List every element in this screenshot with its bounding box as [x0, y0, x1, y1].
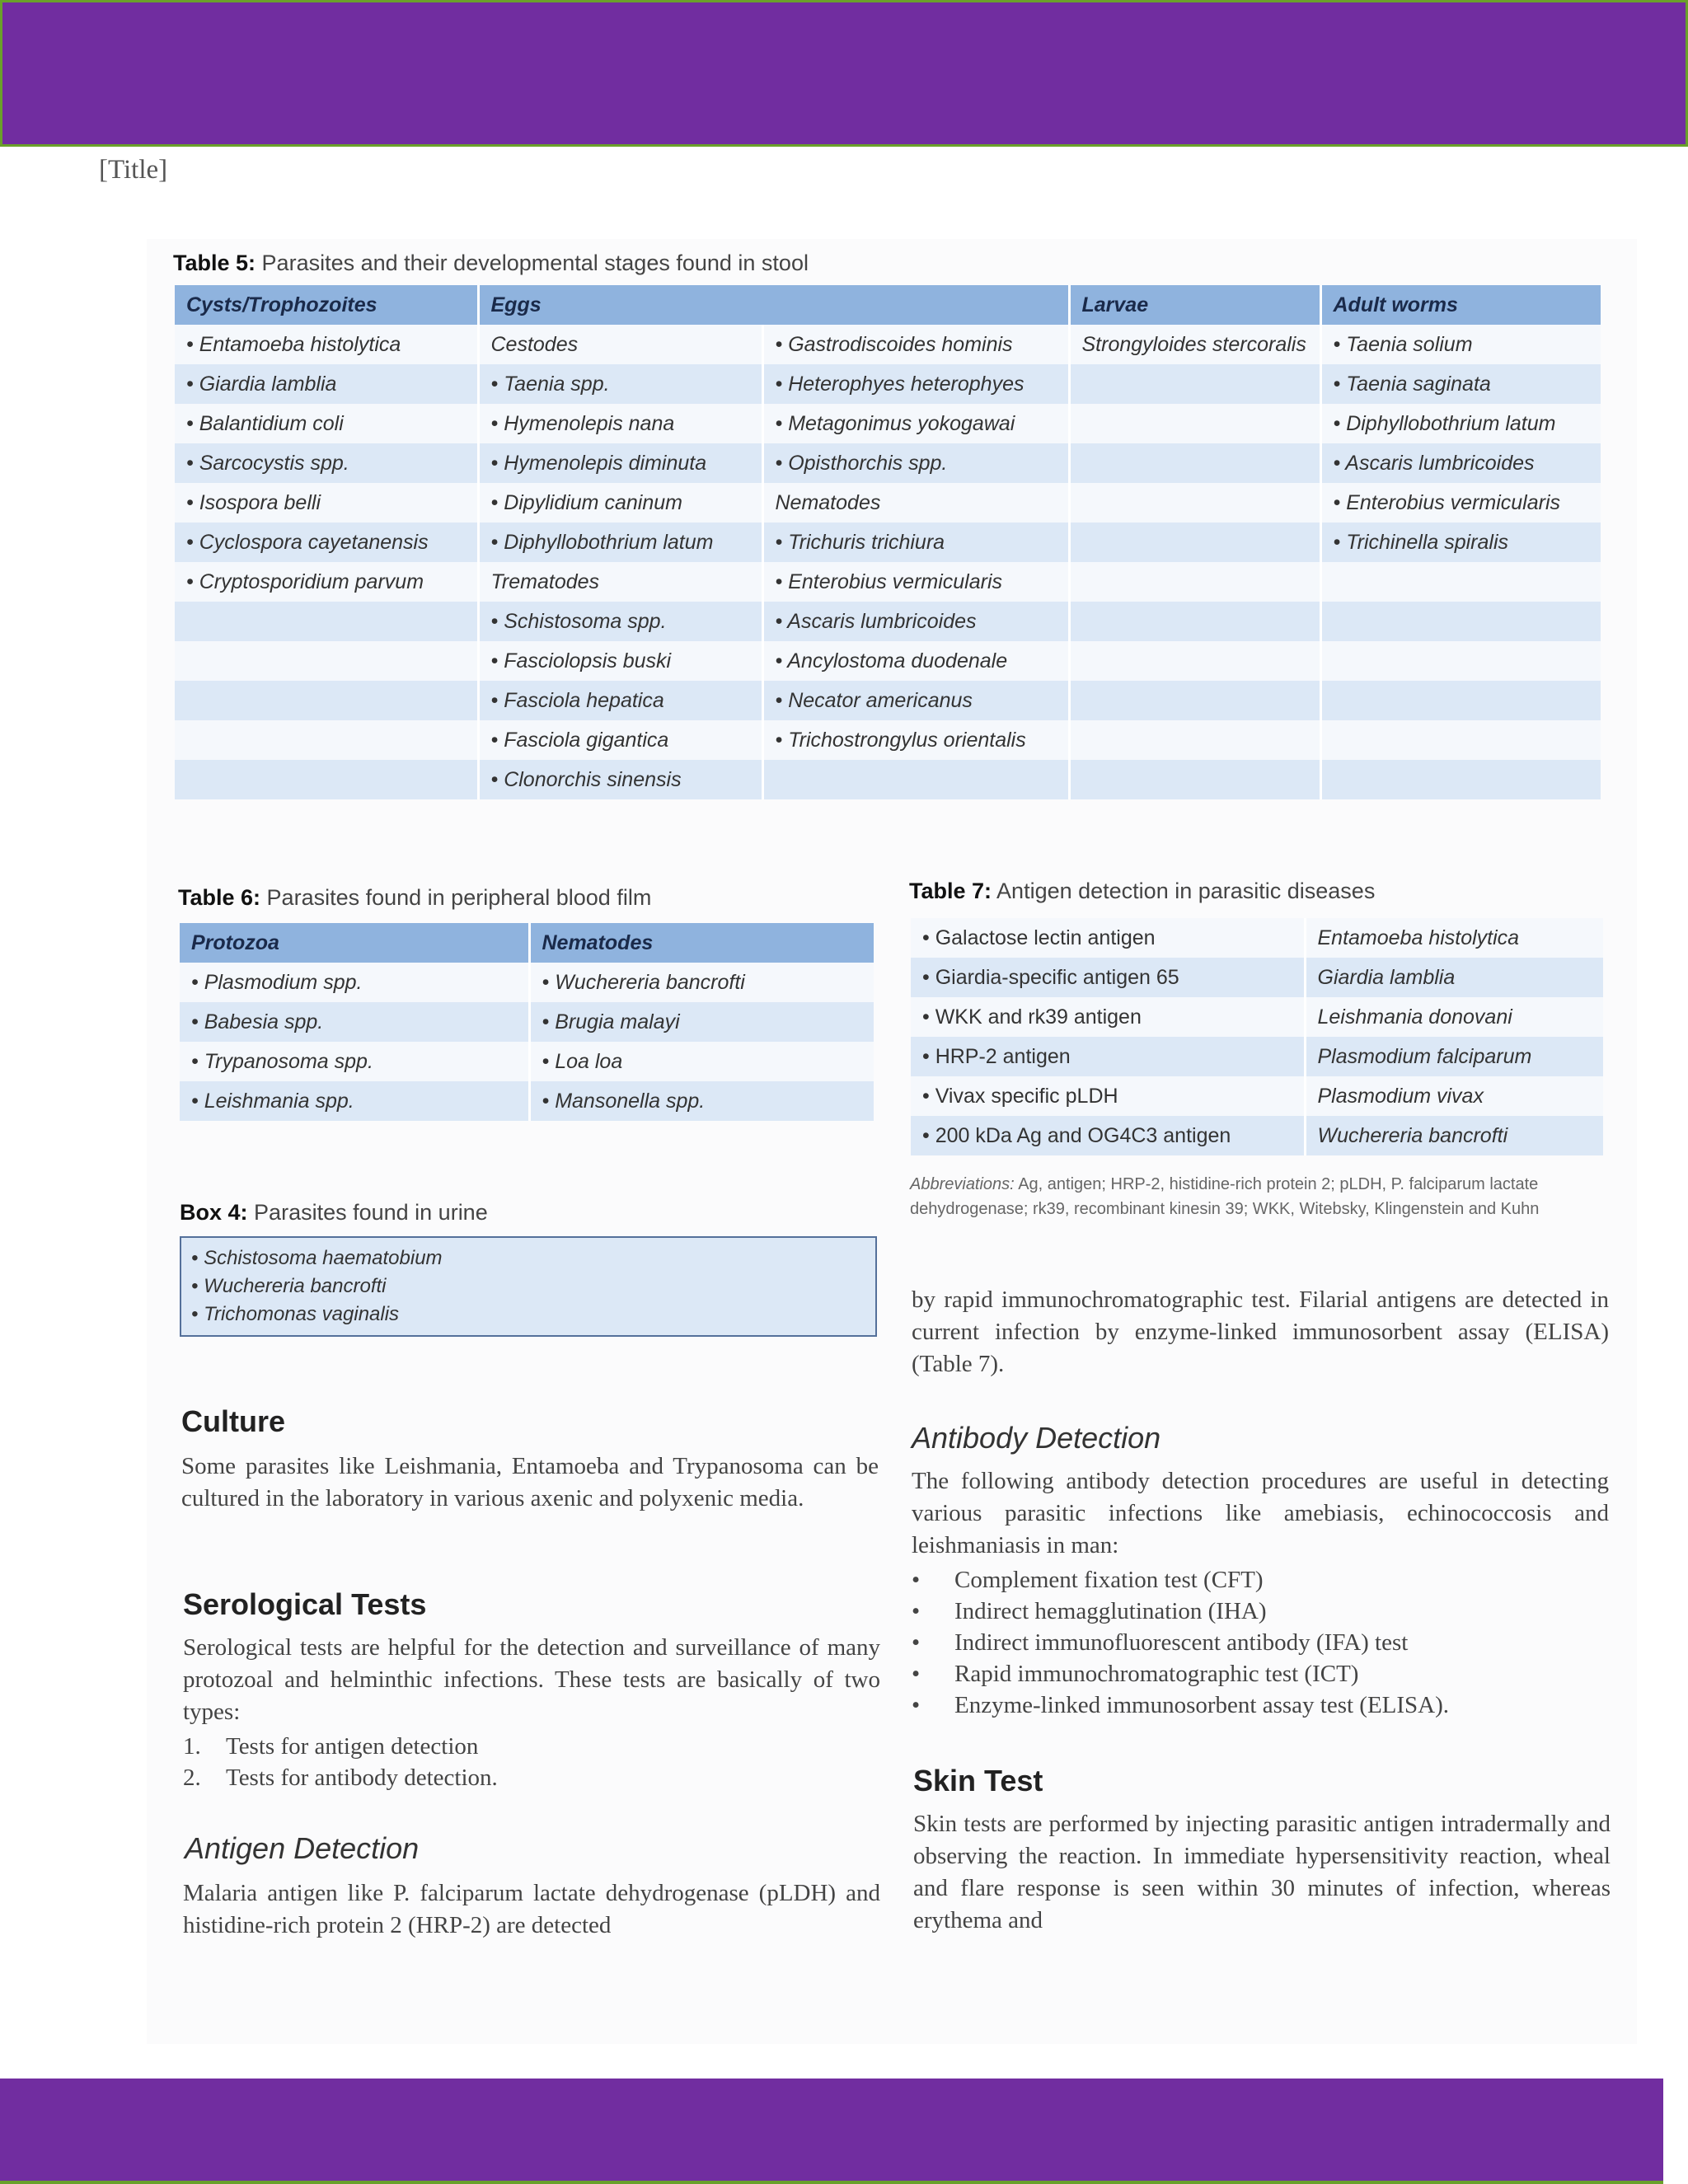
table5-cell: • Trichuris trichiura — [762, 523, 1069, 562]
table5-row — [175, 720, 1601, 760]
table5-cell: • Schistosoma spp. — [478, 602, 762, 641]
antigen-heading: Antigen Detection — [185, 1831, 420, 1865]
table5 — [175, 285, 1601, 799]
table6-row — [180, 1042, 874, 1081]
table5-cell: • Clonorchis sinensis — [478, 760, 762, 799]
table5-cell — [762, 760, 1069, 799]
table5-cell — [1320, 602, 1601, 641]
serological-heading: Serological Tests — [183, 1587, 427, 1621]
table5-cell — [1069, 641, 1320, 681]
table6-cell: • Babesia spp. — [180, 1002, 529, 1042]
table5-cell — [1069, 523, 1320, 562]
table7-cell: Wuchereria bancrofti — [1305, 1116, 1603, 1155]
table5-row — [175, 483, 1601, 523]
table5-header-larvae: Larvae — [1069, 285, 1320, 325]
table5-cell: • Fasciola hepatica — [478, 681, 762, 720]
table5-cell: • Entamoeba histolytica — [175, 325, 478, 364]
box4-item: • Wuchereria bancrofti — [191, 1275, 387, 1297]
table5-cell — [1069, 443, 1320, 483]
table5-cell: • Heterophyes heterophyes — [762, 364, 1069, 404]
table7-cell: • Giardia-specific antigen 65 — [911, 958, 1305, 997]
table5-cell: • Enterobius vermicularis — [1320, 483, 1601, 523]
table5-cell: • Ancylostoma duodenale — [762, 641, 1069, 681]
table7-row — [911, 918, 1603, 958]
table5-cell — [1069, 602, 1320, 641]
skin-test-heading: Skin Test — [913, 1764, 1043, 1797]
table7-cell: Plasmodium vivax — [1305, 1076, 1603, 1116]
serological-item: 1. Tests for antigen detection — [183, 1733, 479, 1760]
table5-cell: • Necator americanus — [762, 681, 1069, 720]
table5-cell: Strongyloides stercoralis — [1069, 325, 1320, 364]
table7-row — [911, 1037, 1603, 1076]
table5-cell — [1320, 681, 1601, 720]
table5-cell — [1320, 562, 1601, 602]
serological-item: 2. Tests for antibody detection. — [183, 1765, 498, 1791]
antibody-item: • Enzyme-linked immunosorbent assay test (ELISA). — [912, 1692, 1450, 1718]
table5-cell: • Trichostrongylus orientalis — [762, 720, 1069, 760]
table5-header-eggs: Eggs — [478, 285, 1069, 325]
table6-header-nematodes: Nematodes — [529, 923, 874, 963]
table5-cell — [1069, 720, 1320, 760]
table5-cell: • Ascaris lumbricoides — [1320, 443, 1601, 483]
table5-cell: • Balantidium coli — [175, 404, 478, 443]
culture-text: Some parasites like Leishmania, Entamoeba and Trypanosoma can be cultured in the laboratory in various axenic and polyxenic media. — [181, 1453, 879, 1511]
table7-cell: • 200 kDa Ag and OG4C3 antigen — [911, 1116, 1305, 1155]
table5-cell: • Hymenolepis nana — [478, 404, 762, 443]
table5-cell — [1069, 681, 1320, 720]
table5-row — [175, 523, 1601, 562]
table7-cell: • HRP-2 antigen — [911, 1037, 1305, 1076]
table7-row — [911, 1116, 1603, 1155]
table6-row — [180, 1002, 874, 1042]
table6-cell: • Trypanosoma spp. — [180, 1042, 529, 1081]
table5-caption: Table 5: Parasites and their developmental stages found in stool — [173, 251, 809, 275]
table5-cell: • Cyclospora cayetanensis — [175, 523, 478, 562]
table5-cell: Cestodes — [478, 325, 762, 364]
table6-cell: • Loa loa — [529, 1042, 874, 1081]
table5-row — [175, 364, 1601, 404]
antigen-text-continued: by rapid immunochromatographic test. Filarial antigens are detected in current infection by enzyme-linked immunosorbent assay (ELISA) (Table 7). — [912, 1286, 1609, 1377]
skin-test-text: Skin tests are performed by injecting parasitic antigen intradermally and observing the reaction. In immediate hypersensitivity reaction, wheal and flare response is seen within 30 minutes of infection, whereas erythema and — [913, 1811, 1611, 1933]
table7-cell: Plasmodium falciparum — [1305, 1037, 1603, 1076]
table5-cell — [1320, 760, 1601, 799]
table6-caption: Table 6: Parasites found in peripheral blood film — [178, 885, 652, 910]
table5-cell: • Trichinella spiralis — [1320, 523, 1601, 562]
antibody-item: • Complement fixation test (CFT) — [912, 1567, 1264, 1593]
table5-cell: • Taenia solium — [1320, 325, 1601, 364]
table5-header-cysts: Cysts/Trophozoites — [175, 285, 478, 325]
table5-cell — [1069, 760, 1320, 799]
table5-cell: • Diphyllobothrium latum — [478, 523, 762, 562]
table6-row — [180, 963, 874, 1002]
table5-cell — [175, 681, 478, 720]
table7-cell: • WKK and rk39 antigen — [911, 997, 1305, 1037]
table5-cell: • Fasciola gigantica — [478, 720, 762, 760]
table5-row — [175, 562, 1601, 602]
table5-cell: • Hymenolepis diminuta — [478, 443, 762, 483]
table5-cell: • Opisthorchis spp. — [762, 443, 1069, 483]
table5-header-adult: Adult worms — [1320, 285, 1601, 325]
box4 — [180, 1236, 877, 1337]
document-title: [Title] — [99, 155, 168, 185]
table5-row — [175, 404, 1601, 443]
table7-row — [911, 958, 1603, 997]
table7-caption: Table 7: Antigen detection in parasitic diseases — [909, 879, 1376, 903]
table5-row — [175, 443, 1601, 483]
table5-cell — [1069, 364, 1320, 404]
table6-cell: • Brugia malayi — [529, 1002, 874, 1042]
box4-caption: Box 4: Parasites found in urine — [180, 1200, 488, 1225]
table6 — [180, 923, 874, 1121]
table5-cell — [175, 720, 478, 760]
table5-cell — [175, 602, 478, 641]
table5-cell: • Cryptosporidium parvum — [175, 562, 478, 602]
table6-cell: • Mansonella spp. — [529, 1081, 874, 1121]
table5-cell: • Taenia spp. — [478, 364, 762, 404]
table7 — [911, 918, 1603, 1155]
table5-cell: • Enterobius vermicularis — [762, 562, 1069, 602]
table7-cell: • Vivax specific pLDH — [911, 1076, 1305, 1116]
table6-header-protozoa: Protozoa — [180, 923, 529, 963]
table5-row — [175, 760, 1601, 799]
table6-cell: • Plasmodium spp. — [180, 963, 529, 1002]
table7-abbreviations: Abbreviations: Ag, antigen; HRP-2, histidine-rich protein 2; pLDH, P. falciparum lactate dehydrogenase; rk39, recombinant kinesin 39; WKK, Witebsky, Klingenstein and Kuhn — [910, 1175, 1540, 1218]
table5-row — [175, 681, 1601, 720]
table7-cell: • Galactose lectin antigen — [911, 918, 1305, 958]
serological-text: Serological tests are helpful for the detection and surveillance of many protozoal and helminthic infections. These tests are basically of two types: — [183, 1634, 880, 1725]
table5-cell: • Gastrodiscoides hominis — [762, 325, 1069, 364]
table6-cell: • Wuchereria bancrofti — [529, 963, 874, 1002]
table5-cell: • Fasciolopsis buski — [478, 641, 762, 681]
table6-row — [180, 1081, 874, 1121]
table5-cell — [175, 641, 478, 681]
table5-row — [175, 325, 1601, 364]
table5-cell — [1320, 641, 1601, 681]
table5-cell — [1069, 483, 1320, 523]
table5-cell: • Dipylidium caninum — [478, 483, 762, 523]
table5-cell: • Diphyllobothrium latum — [1320, 404, 1601, 443]
culture-heading: Culture — [181, 1404, 285, 1438]
table7-cell: Giardia lamblia — [1305, 958, 1603, 997]
table5-cell: Nematodes — [762, 483, 1069, 523]
table7-cell: Entamoeba histolytica — [1305, 918, 1603, 958]
table5-cell: • Metagonimus yokogawai — [762, 404, 1069, 443]
table7-row — [911, 1076, 1603, 1116]
table5-cell: • Ascaris lumbricoides — [762, 602, 1069, 641]
table5-header-row — [175, 285, 1601, 325]
footer-band — [0, 2079, 1663, 2184]
header-band — [0, 0, 1688, 147]
table5-cell — [175, 760, 478, 799]
box4-item: • Schistosoma haematobium — [191, 1247, 443, 1269]
antibody-heading: Antibody Detection — [912, 1421, 1161, 1455]
antibody-item: • Indirect immunofluorescent antibody (IFA) test — [912, 1629, 1409, 1656]
table5-cell: • Giardia lamblia — [175, 364, 478, 404]
box4-item: • Trichomonas vaginalis — [191, 1303, 400, 1325]
antibody-item: • Indirect hemagglutination (IHA) — [912, 1598, 1267, 1624]
antibody-item: • Rapid immunochromatographic test (ICT) — [912, 1661, 1359, 1687]
table5-cell: • Sarcocystis spp. — [175, 443, 478, 483]
table5-cell — [1069, 562, 1320, 602]
table5-cell — [1320, 720, 1601, 760]
table6-cell: • Leishmania spp. — [180, 1081, 529, 1121]
table7-row — [911, 997, 1603, 1037]
table5-cell: Trematodes — [478, 562, 762, 602]
table5-cell — [1069, 404, 1320, 443]
table5-cell: • Taenia saginata — [1320, 364, 1601, 404]
table5-row — [175, 641, 1601, 681]
antibody-text: The following antibody detection procedures are useful in detecting various parasitic infections like amebiasis, echinococcosis and leishmaniasis in man: — [912, 1468, 1609, 1558]
table6-header-row — [180, 923, 874, 963]
table7-cell: Leishmania donovani — [1305, 997, 1603, 1037]
table5-row — [175, 602, 1601, 641]
table5-cell: • Isospora belli — [175, 483, 478, 523]
antigen-text: Malaria antigen like P. falciparum lactate dehydrogenase (pLDH) and histidine-rich protein 2 (HRP-2) are detected — [183, 1880, 880, 1938]
